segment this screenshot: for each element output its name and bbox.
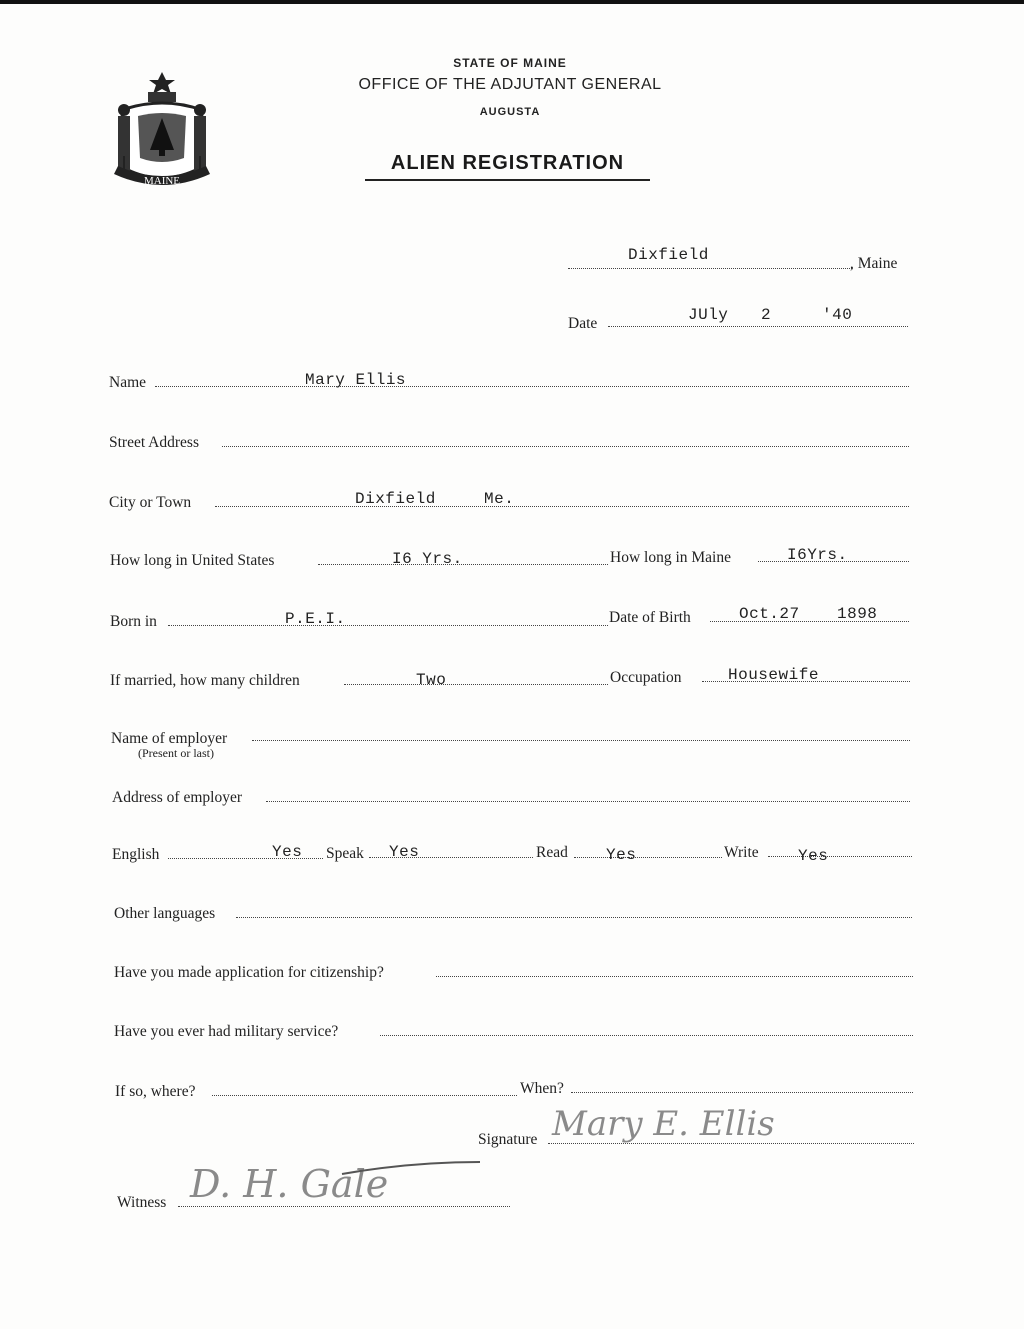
how-long-maine-label: How long in Maine <box>610 549 731 566</box>
signature-value: Mary E. Ellis <box>552 1104 775 1144</box>
write-line <box>768 856 912 857</box>
speak-label: Speak <box>326 845 364 862</box>
citizenship-line <box>436 976 913 977</box>
born-value: P.E.I. <box>285 610 346 628</box>
read-value: Yes <box>606 846 637 864</box>
place-suffix-label: , Maine <box>850 255 898 272</box>
date-day-value: 2 <box>761 306 772 324</box>
children-value: Two <box>416 671 447 689</box>
read-label: Read <box>536 844 568 861</box>
employer-sublabel: (Present or last) <box>138 746 214 760</box>
military-line <box>380 1035 913 1036</box>
children-line <box>344 684 608 685</box>
dob-year-value: 1898 <box>837 605 878 623</box>
employer-line <box>252 740 910 741</box>
where-line <box>212 1095 517 1096</box>
form-title: ALIEN REGISTRATION <box>365 152 650 181</box>
citizenship-label: Have you made application for citizenship? <box>114 964 384 981</box>
city-label: City or Town <box>109 494 192 511</box>
other-languages-line <box>236 917 912 918</box>
read-line <box>574 857 722 858</box>
other-languages-label: Other languages <box>114 905 216 922</box>
children-label: If married, how many children <box>110 672 300 689</box>
born-label: Born in <box>110 613 157 630</box>
place-line <box>568 268 852 269</box>
date-month-value: JUly <box>688 306 729 324</box>
city-line <box>215 506 909 507</box>
born-line <box>168 625 608 626</box>
employer-address-line <box>266 801 910 802</box>
when-label: When? <box>520 1080 564 1097</box>
write-value: Yes <box>798 847 829 865</box>
when-line <box>571 1092 913 1093</box>
speak-value: Yes <box>389 843 420 861</box>
state-heading: STATE OF MAINE <box>453 56 567 70</box>
date-year-value: '40 <box>822 306 853 324</box>
city-heading: AUGUSTA <box>479 106 541 118</box>
name-value: Mary Ellis <box>305 371 407 389</box>
dob-label: Date of Birth <box>609 609 691 626</box>
employer-address-label: Address of employer <box>112 789 242 806</box>
svg-text:MAINE: MAINE <box>143 175 181 187</box>
place-town-value: Dixfield <box>628 246 709 264</box>
signature-label: Signature <box>478 1131 538 1148</box>
street-label: Street Address <box>109 434 199 451</box>
date-label: Date <box>568 315 598 332</box>
date-line <box>608 326 908 327</box>
english-value: Yes <box>272 843 303 861</box>
office-heading: OFFICE OF THE ADJUTANT GENERAL <box>358 76 662 93</box>
maine-state-seal-icon <box>108 70 216 196</box>
name-label: Name <box>109 374 147 391</box>
employer-label: Name of employer <box>111 730 228 747</box>
street-line <box>222 446 909 447</box>
how-long-maine-value: I6Yrs. <box>787 546 848 564</box>
how-long-us-label: How long in United States <box>110 552 275 569</box>
occupation-label: Occupation <box>610 669 682 686</box>
witness-flourish <box>340 1156 490 1180</box>
witness-line <box>178 1206 510 1207</box>
dob-value: Oct.27 <box>739 605 800 623</box>
where-label: If so, where? <box>115 1083 196 1100</box>
how-long-us-value: I6 Yrs. <box>392 550 463 568</box>
write-label: Write <box>724 844 759 861</box>
city-state-value: Me. <box>484 490 515 508</box>
military-label: Have you ever had military service? <box>114 1023 339 1040</box>
how-long-us-line <box>318 564 608 565</box>
name-line <box>155 386 909 387</box>
witness-label: Witness <box>117 1194 167 1211</box>
occupation-value: Housewife <box>728 666 819 684</box>
english-label: English <box>112 846 160 863</box>
city-value: Dixfield <box>355 490 436 508</box>
witness-value: D. H. Gale <box>190 1162 389 1206</box>
